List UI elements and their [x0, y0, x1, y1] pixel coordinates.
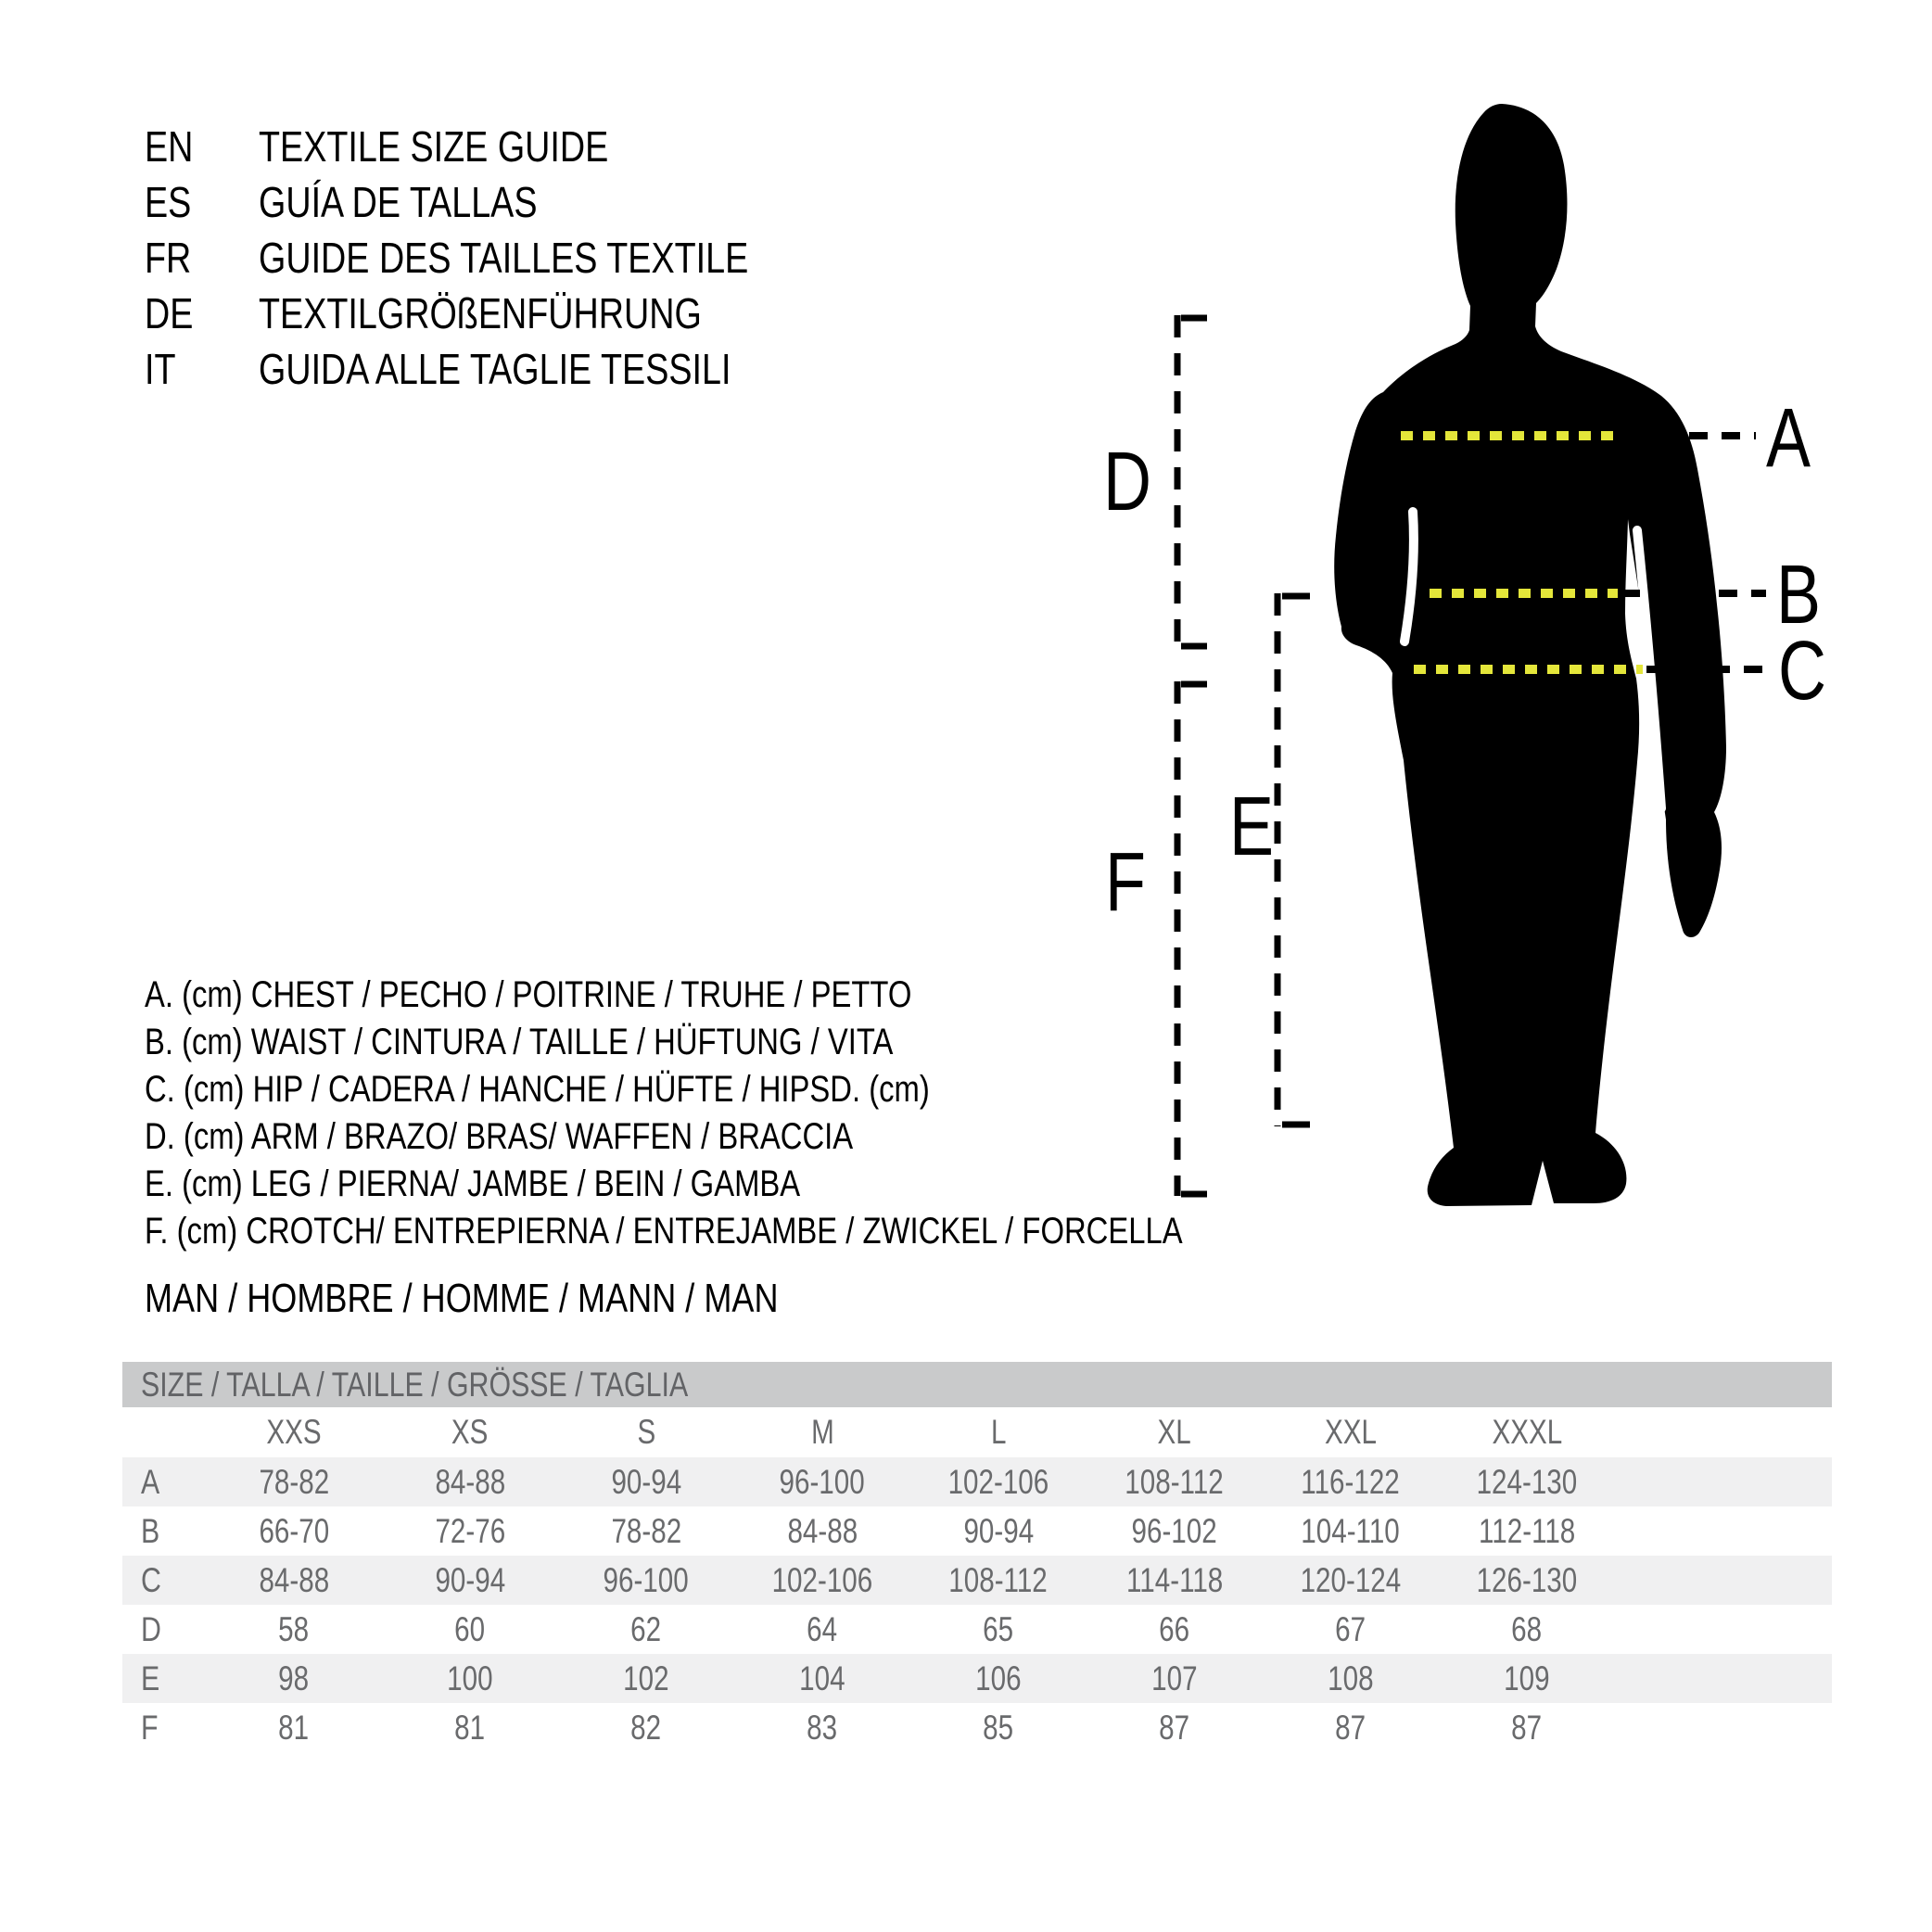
cell-value: 102	[623, 1659, 669, 1697]
col-header-s: S	[637, 1413, 655, 1451]
row-label: C	[141, 1560, 161, 1599]
cell-value: 72-76	[435, 1511, 505, 1550]
table-row-e	[122, 1654, 1832, 1703]
cell-value: 83	[807, 1708, 838, 1747]
legend-chest: A. (cm) CHEST / PECHO / POITRINE / TRUHE / PETTO	[145, 974, 912, 1015]
row-label: A	[141, 1462, 160, 1501]
col-header-xs: XS	[451, 1413, 489, 1451]
cell-value: 96-102	[1131, 1511, 1218, 1550]
cell-value: 107	[1151, 1659, 1198, 1697]
cell-value: 81	[454, 1708, 486, 1747]
col-header-m: M	[810, 1413, 834, 1451]
cell-value: 90-94	[435, 1560, 505, 1599]
row-label: F	[141, 1708, 159, 1747]
language-code: IT	[145, 345, 176, 393]
cell-value: 81	[278, 1708, 310, 1747]
col-header-xl: XL	[1157, 1413, 1192, 1451]
cell-value: 108	[1328, 1659, 1374, 1697]
cell-value: 62	[630, 1609, 662, 1648]
legend-waist: B. (cm) WAIST / CINTURA / TAILLE / HÜFTUNG / VITA	[145, 1022, 894, 1062]
legend-crotch: F. (cm) CROTCH/ ENTREPIERNA / ENTREJAMBE / ZWICKEL / FORCELLA	[145, 1211, 1183, 1252]
cell-value: 65	[983, 1609, 1014, 1648]
label-hip-c: C	[1778, 624, 1826, 718]
cell-value: 106	[975, 1659, 1022, 1697]
guide-title: GUÍA DE TALLAS	[259, 178, 538, 226]
row-label: B	[141, 1511, 160, 1550]
cell-value: 108-112	[1125, 1462, 1225, 1501]
label-chest-a: A	[1766, 391, 1811, 485]
language-code: FR	[145, 234, 192, 282]
size-table	[122, 1362, 1832, 1752]
cell-value: 120-124	[1300, 1560, 1402, 1599]
cell-value: 85	[983, 1708, 1014, 1747]
row-label: E	[141, 1659, 160, 1697]
label-crotch-f: F	[1105, 835, 1146, 929]
cell-value: 82	[630, 1708, 662, 1747]
size-table-title-bar: SIZE / TALLA / TAILLE / GRÖSSE / TAGLIA	[122, 1362, 1832, 1407]
guide-title: GUIDE DES TAILLES TEXTILE	[259, 234, 749, 282]
cell-value: 104	[799, 1659, 845, 1697]
language-row-en	[145, 119, 856, 174]
language-title-block	[145, 119, 856, 397]
cell-value: 60	[454, 1609, 486, 1648]
cell-value: 78-82	[611, 1511, 681, 1550]
cell-value: 84-88	[787, 1511, 858, 1550]
cell-value: 67	[1335, 1609, 1366, 1648]
cell-value: 98	[278, 1659, 310, 1697]
cell-value: 87	[1159, 1708, 1190, 1747]
language-code: DE	[145, 289, 194, 337]
language-row-de	[145, 286, 856, 341]
cell-value: 78-82	[259, 1462, 329, 1501]
guide-title: TEXTILGRÖßENFÜHRUNG	[259, 289, 702, 337]
table-row-b	[122, 1506, 1832, 1556]
language-row-fr	[145, 230, 856, 286]
language-row-es	[145, 174, 856, 230]
cell-value: 102-106	[771, 1560, 873, 1599]
measurement-legend	[145, 972, 1410, 1255]
cell-value: 90-94	[963, 1511, 1034, 1550]
cell-value: 104-110	[1301, 1511, 1401, 1550]
cell-value: 124-130	[1476, 1462, 1578, 1501]
table-row-d	[122, 1605, 1832, 1654]
legend-leg: E. (cm) LEG / PIERNA/ JAMBE / BEIN / GAMBA	[145, 1163, 801, 1204]
cell-value: 64	[807, 1609, 838, 1648]
cell-value: 109	[1504, 1659, 1550, 1697]
cell-value: 58	[278, 1609, 310, 1648]
language-code: EN	[145, 122, 194, 171]
language-row-it	[145, 341, 856, 397]
label-arm-d: D	[1103, 435, 1151, 528]
cell-value: 102-106	[947, 1462, 1049, 1501]
cell-value: 68	[1511, 1609, 1543, 1648]
size-table-column-headers	[122, 1407, 1832, 1457]
cell-value: 90-94	[611, 1462, 681, 1501]
legend-arm: D. (cm) ARM / BRAZO/ BRAS/ WAFFEN / BRACCIA	[145, 1116, 854, 1157]
row-label: D	[141, 1609, 161, 1648]
cell-value: 87	[1335, 1708, 1366, 1747]
cell-value: 96-100	[779, 1462, 866, 1501]
col-header-xxs: XXS	[266, 1413, 322, 1451]
cell-value: 66	[1159, 1609, 1190, 1648]
table-row-c	[122, 1556, 1832, 1605]
category-heading: MAN / HOMBRE / HOMME / MANN / MAN	[145, 1276, 779, 1321]
cell-value: 66-70	[259, 1511, 329, 1550]
col-header-xxl: XXL	[1325, 1413, 1377, 1451]
col-header-xxxl: XXXL	[1492, 1413, 1562, 1451]
guide-title: TEXTILE SIZE GUIDE	[259, 122, 609, 171]
cell-value: 126-130	[1476, 1560, 1578, 1599]
table-row-a	[122, 1457, 1832, 1506]
cell-value: 87	[1511, 1708, 1543, 1747]
cell-value: 116-122	[1301, 1462, 1401, 1501]
col-header-l: L	[990, 1413, 1007, 1451]
cell-value: 100	[447, 1659, 493, 1697]
language-code: ES	[145, 178, 192, 226]
cell-value: 108-112	[948, 1560, 1049, 1599]
guide-title: GUIDA ALLE TAGLIE TESSILI	[259, 345, 731, 393]
label-waist-b: B	[1776, 548, 1822, 642]
cell-value: 84-88	[259, 1560, 329, 1599]
cell-value: 112-118	[1478, 1511, 1576, 1550]
cell-value: 84-88	[435, 1462, 505, 1501]
legend-hip: C. (cm) HIP / CADERA / HANCHE / HÜFTE / HIPSD. (cm)	[145, 1069, 930, 1110]
label-leg-e: E	[1229, 780, 1275, 873]
table-row-f	[122, 1703, 1832, 1752]
cell-value: 114-118	[1125, 1560, 1224, 1599]
cell-value: 96-100	[603, 1560, 690, 1599]
